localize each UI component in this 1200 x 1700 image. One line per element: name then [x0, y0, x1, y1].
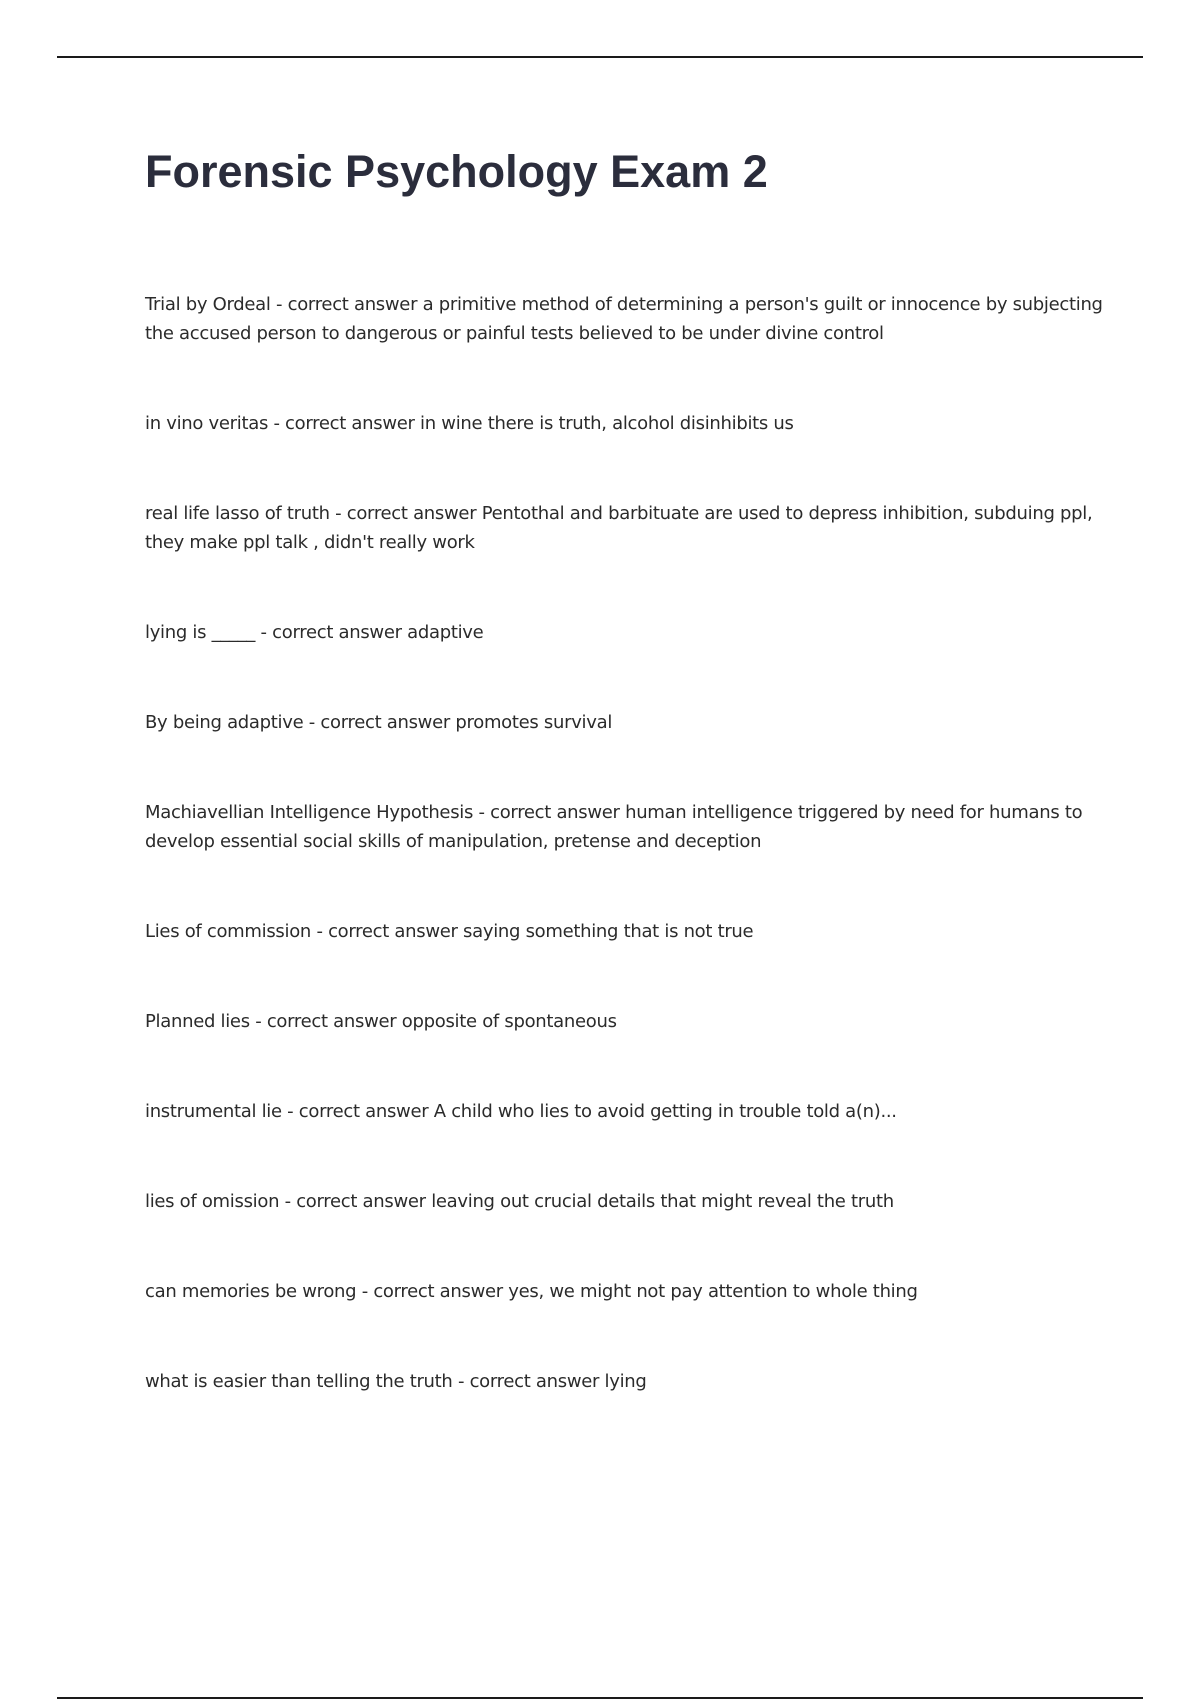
page-title: Forensic Psychology Exam 2 — [145, 146, 768, 197]
flashcard-entry: Machiavellian Intelligence Hypothesis - correct answer human intelligence triggered by need for humans to develop essential social skills of manipulation, pretense and deception — [145, 802, 1083, 852]
bottom-rule — [57, 1697, 1143, 1699]
flashcard-entry: Trial by Ordeal - correct answer a primitive method of determining a person's guilt or innocence by subjecting the accused person to dangerous or painful tests believed to be under divine control — [145, 294, 1103, 344]
flashcard-entry: in vino veritas - correct answer in wine there is truth, alcohol disinhibits us — [145, 413, 794, 434]
flashcard-entry: real life lasso of truth - correct answer Pentothal and barbituate are used to depress inhibition, subduing ppl, they make ppl talk , didn't really work — [145, 503, 1093, 553]
top-rule — [57, 56, 1143, 58]
flashcard-entry: can memories be wrong - correct answer yes, we might not pay attention to whole thing — [145, 1281, 918, 1302]
flashcard-entry: what is easier than telling the truth - correct answer lying — [145, 1371, 647, 1392]
flashcard-entry: Planned lies - correct answer opposite of spontaneous — [145, 1011, 617, 1032]
flashcard-entry: instrumental lie - correct answer A child who lies to avoid getting in trouble told a(n)... — [145, 1101, 897, 1122]
flashcard-entry: Lies of commission - correct answer saying something that is not true — [145, 921, 754, 942]
flashcard-entry: lying is _____ - correct answer adaptive — [145, 622, 484, 643]
flashcard-entry: By being adaptive - correct answer promotes survival — [145, 712, 613, 733]
flashcard-list — [145, 290, 1105, 1396]
flashcard-entry: lies of omission - correct answer leaving out crucial details that might reveal the truth — [145, 1191, 894, 1212]
